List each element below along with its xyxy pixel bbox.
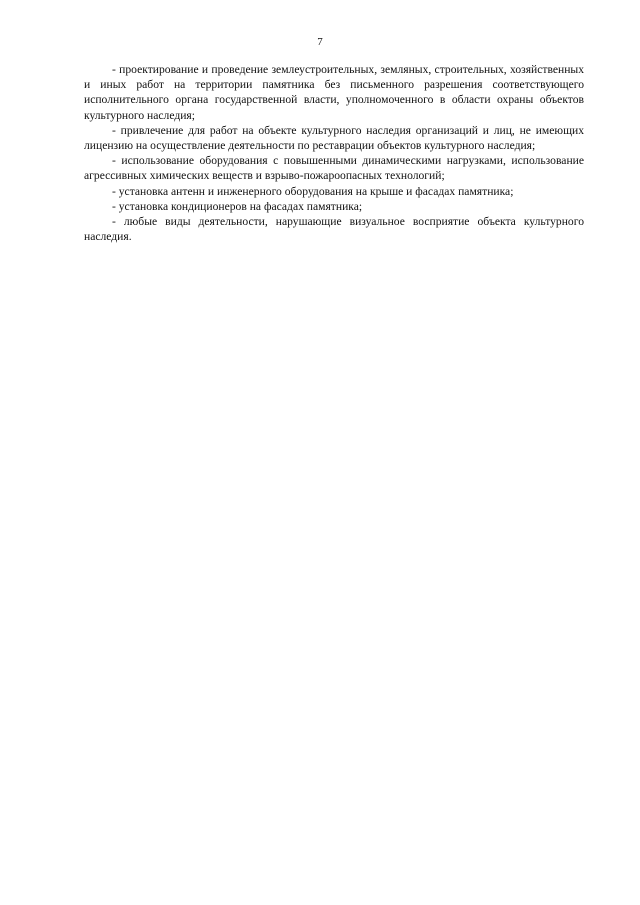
paragraph-earthworks: - проектирование и проведение землеустроительных, земляных, строительных, хозяйственных и иных работ на территории памятника без письменного разрешения соответствующего исполнительного органа государственной власти, уполномоченного в области охраны объектов культурного наследия;	[84, 63, 584, 122]
paragraph-visual-perception: - любые виды деятельности, нарушающие визуальное восприятие объекта культурного наследия.	[84, 215, 584, 244]
page-number: 7	[317, 36, 323, 48]
paragraph-antennas: - установка антенн и инженерного оборудования на крыше и фасадах памятника;	[112, 184, 514, 198]
document-body	[84, 62, 584, 244]
paragraph-licensing: - привлечение для работ на объекте культурного наследия организаций и лиц, не имеющих лицензию на осуществление деятельности по реставрации объектов культурного наследия;	[84, 123, 584, 153]
paragraph-equipment: - использование оборудования с повышенными динамическими нагрузками, использование агрессивных химических веществ и взрыво-пожароопасных технологий;	[84, 154, 584, 183]
paragraph-air-conditioners: - установка кондиционеров на фасадах памятника;	[112, 199, 363, 213]
